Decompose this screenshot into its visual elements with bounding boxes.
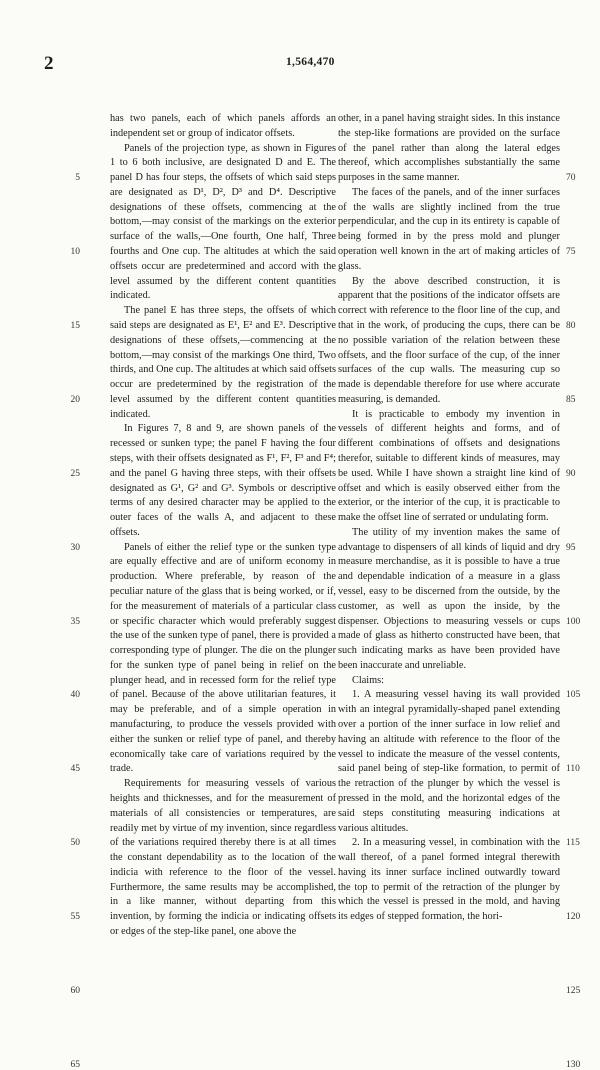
paragraph: By the above described construction, it is apparent that the positions of the indicator offsets are correct with reference to the floor line of the cup, and that in the work, of producing the cups, there can be no possible variation of the relation between these offsets, and the floor surface of the cup, of the inner surfaces of the cup walls. The measuring cup so made is dependable therefore for use where accurate measuring, is demanded. xyxy=(338,275,560,405)
line-number: 15 xyxy=(70,320,80,331)
line-number: 115 xyxy=(566,838,580,849)
line-number: 70 xyxy=(566,173,576,184)
page-number: 2 xyxy=(44,53,54,74)
paragraph: The utility of my invention makes the same of advantage to dispensers of all kinds of liquid and dry measure merchandise, as it is possible to have a true and dependable indication of a measure in a glass vessel, easy to be discerned from the outside, by the customer, as well as upon the inside, by the dispenser. Objections to measuring vessels or cups made of glass as hitherto constructed have been, that such indicating marks as have been provided have been inaccurate and unreliable. xyxy=(338,526,560,671)
line-number: 105 xyxy=(566,690,581,701)
line-number: 120 xyxy=(566,912,581,923)
line-number: 85 xyxy=(566,394,576,405)
paragraph: The panel E has three steps, the offsets of which said steps are designated as E¹, E² and E³. Descriptive designations of these offsets,—commencing at the bottom,—may consist of the markings One third, Two thirds, and One cup. The altitudes at which said offsets occur are predetermined by the registration of the level assumed by the different content quantities indicated. xyxy=(110,305,336,420)
line-number: 20 xyxy=(70,394,80,405)
line-number: 130 xyxy=(566,1059,581,1070)
line-number: 25 xyxy=(70,468,80,479)
paragraph: In Figures 7, 8 and 9, are shown panels of the recessed or sunken type; the panel F having the four steps, with their offsets designated as F¹, F², F³ and F⁴; and the panel G having three steps, with their offsets designated as G¹, G² and G³. Symbols or descriptive terms of any desired character may be applied to the outer faces of the walls A, and adjacent to these offsets. xyxy=(110,423,336,538)
line-number: 50 xyxy=(70,838,80,849)
claims-heading: Claims: xyxy=(352,674,385,686)
line-number: 35 xyxy=(70,616,80,627)
line-number: 90 xyxy=(566,468,576,479)
claim: 2. In a measuring vessel, in combination with the wall thereof, of a panel formed integral therewith having its inner surface inclined outwardly toward the top to permit of the retraction of the plunger by which the vessel is pressed in the mold, and having its edges of stepped formation, the hori- xyxy=(338,837,560,923)
paragraph: The faces of the panels, and of the inner surfaces of the walls are slightly inclined from the true perpendicular, and the cup in its entirety is capable of being formed in by the press mold and plunger operation well known in the art of making articles of glass. xyxy=(338,186,560,272)
line-number: 30 xyxy=(70,542,80,553)
line-number: 75 xyxy=(566,247,576,257)
patent-number: 1,564,470 xyxy=(286,56,335,68)
claim: 1. A measuring vessel having its wall provided with an integral pyramidally-shaped panel extending over a portion of the inner surface in low relief and having an altitude with reference to the floor of the vessel to indicate the measure of the vessel contents, said panel being of step-like formation, to permit of the retraction of the plunger by which the vessel is pressed in the mold, and the horizontal edges of the said steps constituting measuring indications at various altitudes. xyxy=(338,689,560,834)
paragraph: other, in a panel having straight sides. In this instance the step-like formations are provided on the surface of the panel rather than along the lateral edges thereof, which accomplishes substantially the same purposes in the same manner. xyxy=(338,113,560,184)
line-number: 40 xyxy=(70,690,80,701)
paragraph: It is practicable to embody my invention in vessels of different heights and forms, and of different combinations of offsets and designations therefor, suitable to different kinds of measures, may be used. While I have shown a straight line kind of offset and which is easily observed either from the exterior, or the interior of the cup, it is practicable to make the offset line of serrated or undulating form. xyxy=(338,408,560,524)
line-number: 80 xyxy=(566,320,576,331)
line-number: 110 xyxy=(566,764,580,775)
paragraph: Panels of the projection type, as shown in Figures 1 to 6 both inclusive, are designated D and E. The panel D has four steps, the offsets of which said steps are designated as D¹, D², D³ and D⁴. Descriptive designations of these offsets, commencing at the bottom,—may consist of the markings on the exterior surface of the walls,—One fourth, One half, Three fourths and One cup. The altitudes at which the said offsets occur are predetermined and accord with the level assumed by the different content quantities indicated. xyxy=(110,142,336,302)
line-number: 55 xyxy=(70,912,80,923)
line-number: 125 xyxy=(566,986,581,996)
paragraph: has two panels, each of which panels affords an independent set or group of indicator offsets. xyxy=(110,113,336,139)
paragraph: Requirements for measuring vessels of various heights and thicknesses, and for the measurement of materials of all consistencies or temperatures, are readily met by virtue of my invention, since regardless of the variations required thereby there is at all times the constant dependability as to the location of the indicia with reference to the floor of the vessel. Furthermore, the same results may be accomplished, in a like manner, without departing from this invention, by forming the indicia or indicating offsets or edges of the step-like panel, one above the xyxy=(110,778,336,937)
line-number: 5 xyxy=(75,173,80,184)
line-number: 95 xyxy=(566,542,576,553)
line-number: 45 xyxy=(70,764,80,775)
left-column xyxy=(110,112,336,940)
line-number: 65 xyxy=(70,1059,80,1070)
line-number: 60 xyxy=(70,986,80,996)
line-number: 100 xyxy=(566,616,581,627)
paragraph: Panels of either the relief type or the sunken type are equally effective and are of uniform economy in production. Where preferable, by reason of the peculiar nature of the glass that is being worked, or if, for the measurement of materials of a particular class or specific character which would preferably suggest the use of the sunken type of panel, there is provided a corresponding type of plunger. The die on the plunger for the sunken type of panel being in relief on the plunger head, and in recessed form for the relief type of panel. Because of the above utilitarian features, it may be preferable, and of a simple operation in manufacturing, to produce the vessels provided with either the sunken or relief type of panel, and thereby economically take care of variations required by the trade. xyxy=(110,541,336,775)
right-column xyxy=(338,112,560,925)
line-number: 10 xyxy=(70,247,80,257)
